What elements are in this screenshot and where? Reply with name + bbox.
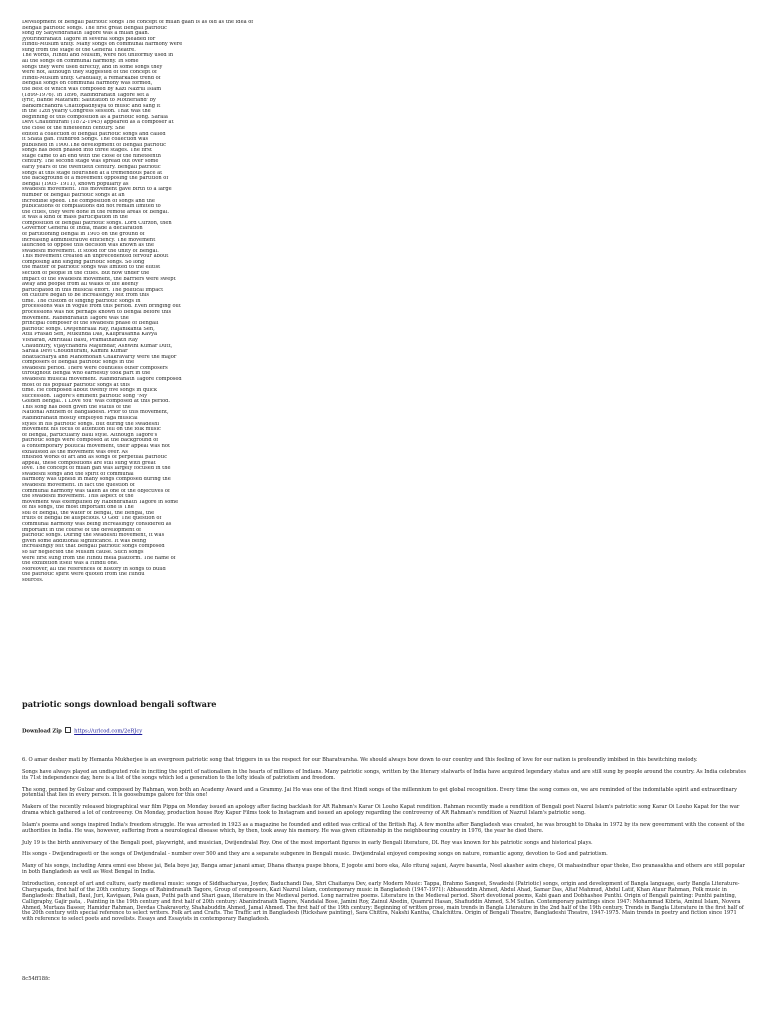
text-line: published in 1900.The development of Bengali patriotic (22, 142, 166, 148)
text-line: principal composer of the swadeshi phase of Bengali (22, 321, 159, 327)
text-line: Rabindranath mostly employed raga musical (22, 416, 138, 422)
text-line: section of people in the cities. But now under the (22, 271, 150, 277)
text-line: succession. Tagore's eminent patriotic song "My (22, 393, 148, 399)
text-line: Hindu-Muslim unity. Many songs on communal harmony were (22, 42, 183, 48)
text-line: the close of the nineteenth century. She (22, 125, 125, 131)
paragraph: Songs have always played an undisputed role in inciting the spirit of nationalism in the hearts of millions of Indians. Many patriotic songs, written by the literary stalwarts of India have acquired legendary status and are still sung by people around the country. As India celebrates its 71st independence day, here is a list of the songs which led a generation to the lofty ideals of patriotism and freedom. (22, 768, 746, 781)
text-line: lyric, Bande Mataram: Salutation to Motherland' by (22, 98, 156, 104)
text-line: Visharad, Amritalal Basu, Pramathanath Ray (22, 337, 138, 343)
text-line: swadeshi movement. In fact the question of (22, 482, 135, 488)
text-line: Bengali songs on communal harmony was formed, (22, 81, 153, 87)
text-line: styles in his patriotic songs. But during the swadeshi (22, 421, 160, 427)
text-line: movement his focus of attention fell on the folk music (22, 427, 161, 433)
text-line: Jyotirindranath Tagore in several songs pleaded for (22, 36, 156, 42)
text-line: swadeshi musical movement. Rabindranath Tagore composed (22, 377, 182, 382)
text-line: incredible speed. The composition of songs and the (22, 198, 155, 204)
text-line: most of his popular patriotic songs at this (22, 382, 130, 388)
text-line: song by Satyendranath Tagore was a milan gaan. (22, 31, 150, 37)
paragraph: 6. O amar desher mati by Hemanta Mukherjee is an evergreen patriotic song that triggers in us the respect for our Bharatvarsha. We should always bow down to our country and this feeling of love for our nation is profoundly imbibed in this bewitching melody. (22, 757, 698, 763)
text-line: of Bengal, particularly Baul style. Although Tagore's (22, 432, 158, 438)
text-line: swadeshi period. There were countless other composers (22, 365, 168, 371)
paragraph: The song, penned by Gulzar and composed by Rahman, won both an Academy Award and a Grammy. Jai Ho was one of the first Hindi songs of the millennium to get global recognition. Every time the song comes on, we are reminded of the indomitable spirit and extraordinary potential that lies in every person. It is goosebumps galore for this one! (22, 786, 737, 799)
text-line: Bhattacharya and Manomohan Chakravarty were the major (22, 354, 177, 360)
footer-code: 8c54ff18fc (22, 976, 50, 982)
text-line: Hindu-Muslim unity. Gradually, a remarkable trend of (22, 75, 161, 81)
text-line: (1899-1976). In 1896, Rabindranath Tagore set a (22, 92, 149, 98)
text-line: communal harmony was taken as one of the objectives of (22, 488, 170, 494)
text-line: soil of Bengal, the water of Bengal, the Bengal, the (22, 510, 155, 516)
text-line: Atul Prasad Sen, Mukunda Das, Kaliprasanna Kavya (22, 332, 157, 338)
text-line: National Anthem of Bangladesh. Prior to this movement, (22, 410, 169, 416)
text-line: the background of a movement opposing the partition of (22, 176, 169, 182)
page-title: patriotic songs download bengali software (22, 699, 217, 709)
text-line: a contemporary political movement, their appeal was not (22, 443, 170, 449)
paragraph: Makers of the recently released biographical war film Pippa on Monday issued an apology after facing backlash for AR Rahman's Karar Oi Louho Kapat rendition. Rahman recently made a rendition of Bengali poet Nazrul Islam's patriotic song Karar Oi Louho Kapat for the war drama which gathered a lot of controversy. On Monday, production house Roy Kapur Films took to Instagram and issued an apology regarding the controversy of AR Rahman's rendition of Nazrul Islam's patriotic song. (22, 804, 740, 817)
text-line: were not, although they suggested of the concept of (22, 70, 157, 76)
text-line: so far neglected the Muslim cause. Such songs (22, 549, 144, 555)
text-line: away and people from all walks of life keenly (22, 282, 139, 288)
text-line: the patriotic spirit were quoted from the Hindu (22, 572, 145, 578)
text-line: the cities, they were done in the remote areas of Bengal. (22, 209, 169, 215)
text-line: love. The concept of milan gan was largely focused in the (22, 466, 171, 472)
text-line: Development of Bengali patriotic songs The concept of milan gaan is as old as the idea of (22, 20, 254, 25)
text-line: number of Bengali patriotic songs at an (22, 192, 125, 198)
text-line: processions was in vogue from this period. Even bringing out (22, 304, 181, 310)
text-line: exhausted as the movement was over. As (22, 449, 128, 455)
text-line: It was a kind of mass participation in the (22, 215, 128, 221)
text-line: harmony was upheld in many songs composed during the (22, 477, 171, 483)
text-line: publications of compilations did not remain limited to (22, 204, 161, 210)
text-line: movement. Rabindranath Tagore was the (22, 315, 129, 321)
text-line: patriotic songs. During the swadeshi movement, it was (22, 533, 165, 539)
text-line: Devi Chaudhurani (1872-1945) appeared as a composer at (22, 120, 174, 126)
text-line: Sarala Devi Choudhurani, Kamini Kumar (22, 349, 128, 355)
paragraph: His songs - Dwijendrageeti or the songs of Dwijendralal - number over 500 and they are a separate subgenre in Bengali music. Dwijendralal enjoyed composing songs on nature, romantic agony, devotion to God and patriotism. (22, 851, 608, 858)
text-line: on culture began to be increasingly felt from this (22, 293, 149, 299)
text-line: throughout Bengal who earnestly took part in the (22, 371, 151, 377)
text-line: all the songs on communal harmony. In some (22, 59, 139, 65)
link-icon (65, 727, 71, 733)
text-line: This song has been given the status of the (22, 404, 131, 410)
text-line: stage came to an end with the close of the nineteenth (22, 153, 161, 159)
paragraph: Many of his songs, including Amra emni ese bhese jai, Bela boye jay, Banga amar janani amar, Dhana dhanya puspe bhora, E jogote ami boro eka, Ailo rituraj sajani, Aayre basanta, Neel akasher asim cheye, Oi mahasindhur opar theke, Eso pranasakha and others are still popular in both Bangladesh as well as West Bengal in India. (22, 863, 745, 876)
text-line: swadeshi movement. This movement gave birth to a large (22, 187, 172, 193)
text-line: Governor General of India, made a declaration (22, 226, 143, 232)
text-line: century. The second stage was spread out over some (22, 159, 159, 165)
text-line: Chaudhury, Vijaychandra Majumdar, Ashwini Kumar Dutt, (22, 343, 173, 349)
text-line: fruits of Bengal be auspicious. O God' The question of (22, 516, 162, 522)
download-label: Download Zip (22, 728, 62, 735)
download-link[interactable]: https://urlcod.com/2eRJcy (74, 728, 143, 735)
text-line: swadeshi songs and the spirit of communal (22, 471, 134, 477)
text-line: finished works of art and as songs of perpetual patriotic (22, 455, 168, 461)
text-line: patriotic songs were composed at the background of (22, 438, 159, 444)
text-line: in the 12th yearly Congress session. That was the (22, 109, 151, 115)
text-line: communal harmony was being increasingly considered as (22, 522, 172, 528)
text-line: Moreover, all the references of history in songs to build (22, 566, 166, 572)
body-text (22, 758, 748, 929)
text-line: given some additional significance. It was being (22, 538, 147, 544)
text-line: processions was not perhaps known to Bengal before this (22, 310, 172, 316)
text-line: important in the course of the development of (22, 527, 142, 533)
text-line: the best of which was composed by Kazi Nazrul Islam (22, 86, 162, 92)
text-line: of his songs, the most important one is The (22, 505, 134, 511)
text-line: Bengali patriotic songs. The first great Bengali patriotic (22, 25, 167, 31)
paragraph: Islam's poems and songs inspired India's freedom struggle. He was arrested in 1923 as a magazine he founded and edited was critical of the British Raj. A few months after Bangladesh was created, he was brought to Dhaka in 1972 by its new government with the consent of the authorities in India. He was, however, suffering from a neurological disease which, by then, took away his memory. He was given citizenship in the neighbouring country in 1976, the year he died there. (22, 821, 745, 834)
text-line: were first sung from the Hindu mela platform. The name of (22, 555, 176, 561)
text-line: increasing administrative efficiency. The movement (22, 237, 156, 243)
narrow-text-column (22, 20, 282, 583)
text-line: songs they were used directly, and in some songs they (22, 64, 163, 70)
text-line: it Shata gan. Hundred Songs. The collection was (22, 137, 149, 143)
text-line: the matter of patriotic songs was limited to the elitist (22, 265, 161, 271)
text-line: time. He composed about twenty five songs in quick (22, 388, 157, 394)
paragraph: July 19 is the birth anniversary of the Bengali poet, playwright, and musician, Dwijendralal Roy. One of the most important figures in early Bengali literature, DL Roy was known for his patriotic songs and historical plays. (22, 839, 593, 846)
text-line: This movement created an unprecedented fervour about (22, 254, 169, 260)
text-line: of partitioning Bengal in 1905 on the ground of (22, 231, 145, 237)
text-line: edited a collection of Bengali patriotic songs and called (22, 131, 166, 137)
text-line: appeal, these compositions are still sung with great (22, 460, 156, 466)
text-line: participated in this musical effort. The political impact (22, 287, 164, 293)
text-line: beginning of this composition as a patriotic song. Sarala (22, 114, 168, 120)
text-line: movement was exemplified by Rabindranath Tagore in some (22, 499, 179, 505)
text-line: the exhibition itself was a Hindu one. (22, 561, 119, 567)
text-line: time. The custom of singing patriotic songs in (22, 298, 141, 304)
text-line: composers of Bengali patriotic songs in the (22, 360, 135, 366)
text-line: the swadeshi movement. This aspect of the (22, 494, 134, 500)
text-line: Bengal (1905- 1911), known popularly as (22, 181, 129, 187)
text-line: launched to oppose this decision was known as the (22, 243, 154, 249)
text-line: early years of the twentieth century. Bengali patriotic (22, 165, 161, 171)
text-line: Bankimchandra Chattopadhyaya to music and sang it (22, 103, 161, 109)
text-line: patriotic songs. Dwijendralal Ray, Rajanikanta Sen, (22, 326, 155, 332)
text-line: sources. (22, 577, 44, 583)
text-line: swadeshi movement. It stood for the unity of Bengal. (22, 248, 159, 254)
text-line: increasingly felt that Bengali patriotic songs composed (22, 544, 165, 550)
text-line: sung from the stage of the General Theatre. (22, 47, 136, 53)
text-line: Golden Bengal.. I Love You' was composed at this period. (22, 399, 171, 405)
text-line: composition of Bengali patriotic songs. Lord Curzon, then (22, 220, 172, 226)
text-line: impact of the swadeshi movement, the barriers were swept (22, 276, 176, 282)
text-line: composing and singing patriotic songs. So long (22, 259, 145, 265)
paragraph: Introduction, concept of art and culture, early medieval music: songs of Siddhacharyas, Joydev, Baduchandi Das, Shri Chaitanya Dev, early Modern Music: Tappa, Brahmo Sangeet, Swadeshi (Patriotic) songs, origin and development of Bangla language, early Bangla Literature- Charyapada, first half of the 20th century. Songs of Rabindranath Tagore, Group of composers, Kazi Nazrul Islam, contemporary music in Bangladesh (1947-1971): Abbasuddin Ahmed, Abdul Ahad, Samar Das, Altaf Mahmud, Abdul Latif, Khan Ataur Rahman, Folk music in Bangladesh: Bhatiali, Baul, Juri, Kavigaan, Pala gaan, Puthi path and Shari gaan, literature in the Medieval period. Long narrative poems. Literature in the Medieval period. Short devotional poems, Kabi gaan and Dobhashee Punthi. Origin of Bengali painting: Punthi painting, Calligraphy, Gajir pata, . Painting in the 19th century and first half of 20th century: Abanindranath Tagore, Nandalal Bose, Jamini Roy, Zainul Abedin, Quamrul Hasan, Shafiuddin Ahmed, S.M Sultan. Contemporary paintings since 1947: Mohammad Kibria, Aminul Islam, Novera Ahmed, Murtaza Baseer, Hamidur Rahman, Devdas Chakravorty, Shahabuddin Ahmed, Jamal Ahmed. The first half of the 19th century: Beginning of written prose, main trends in Bangla Literature in the 2nd half of the 19th century. Trends in Bangla Literature in the first half of the 20th century with special reference to select writers. Folk art and Crafts. The Traffic art in Bangladesh (Rickshaw painting), Sara Chittra, Nakshi Kantha, Chalchittra. Origin of Bengali Theatre, Bangladeshi Theatre, 1947-1975. Main trends in poetry and fiction since 1971 with reference to select poets and novelists. Essays and Essayists in contemporary Bangladesh. (22, 880, 744, 923)
download-row (22, 727, 142, 736)
text-line: songs has been phased into three stages. The first (22, 148, 152, 154)
text-line: The words, Hindu and Muslim, were not uniformly used in (22, 53, 174, 59)
text-line: songs at this stage flourished at a tremendous pace at (22, 170, 163, 176)
